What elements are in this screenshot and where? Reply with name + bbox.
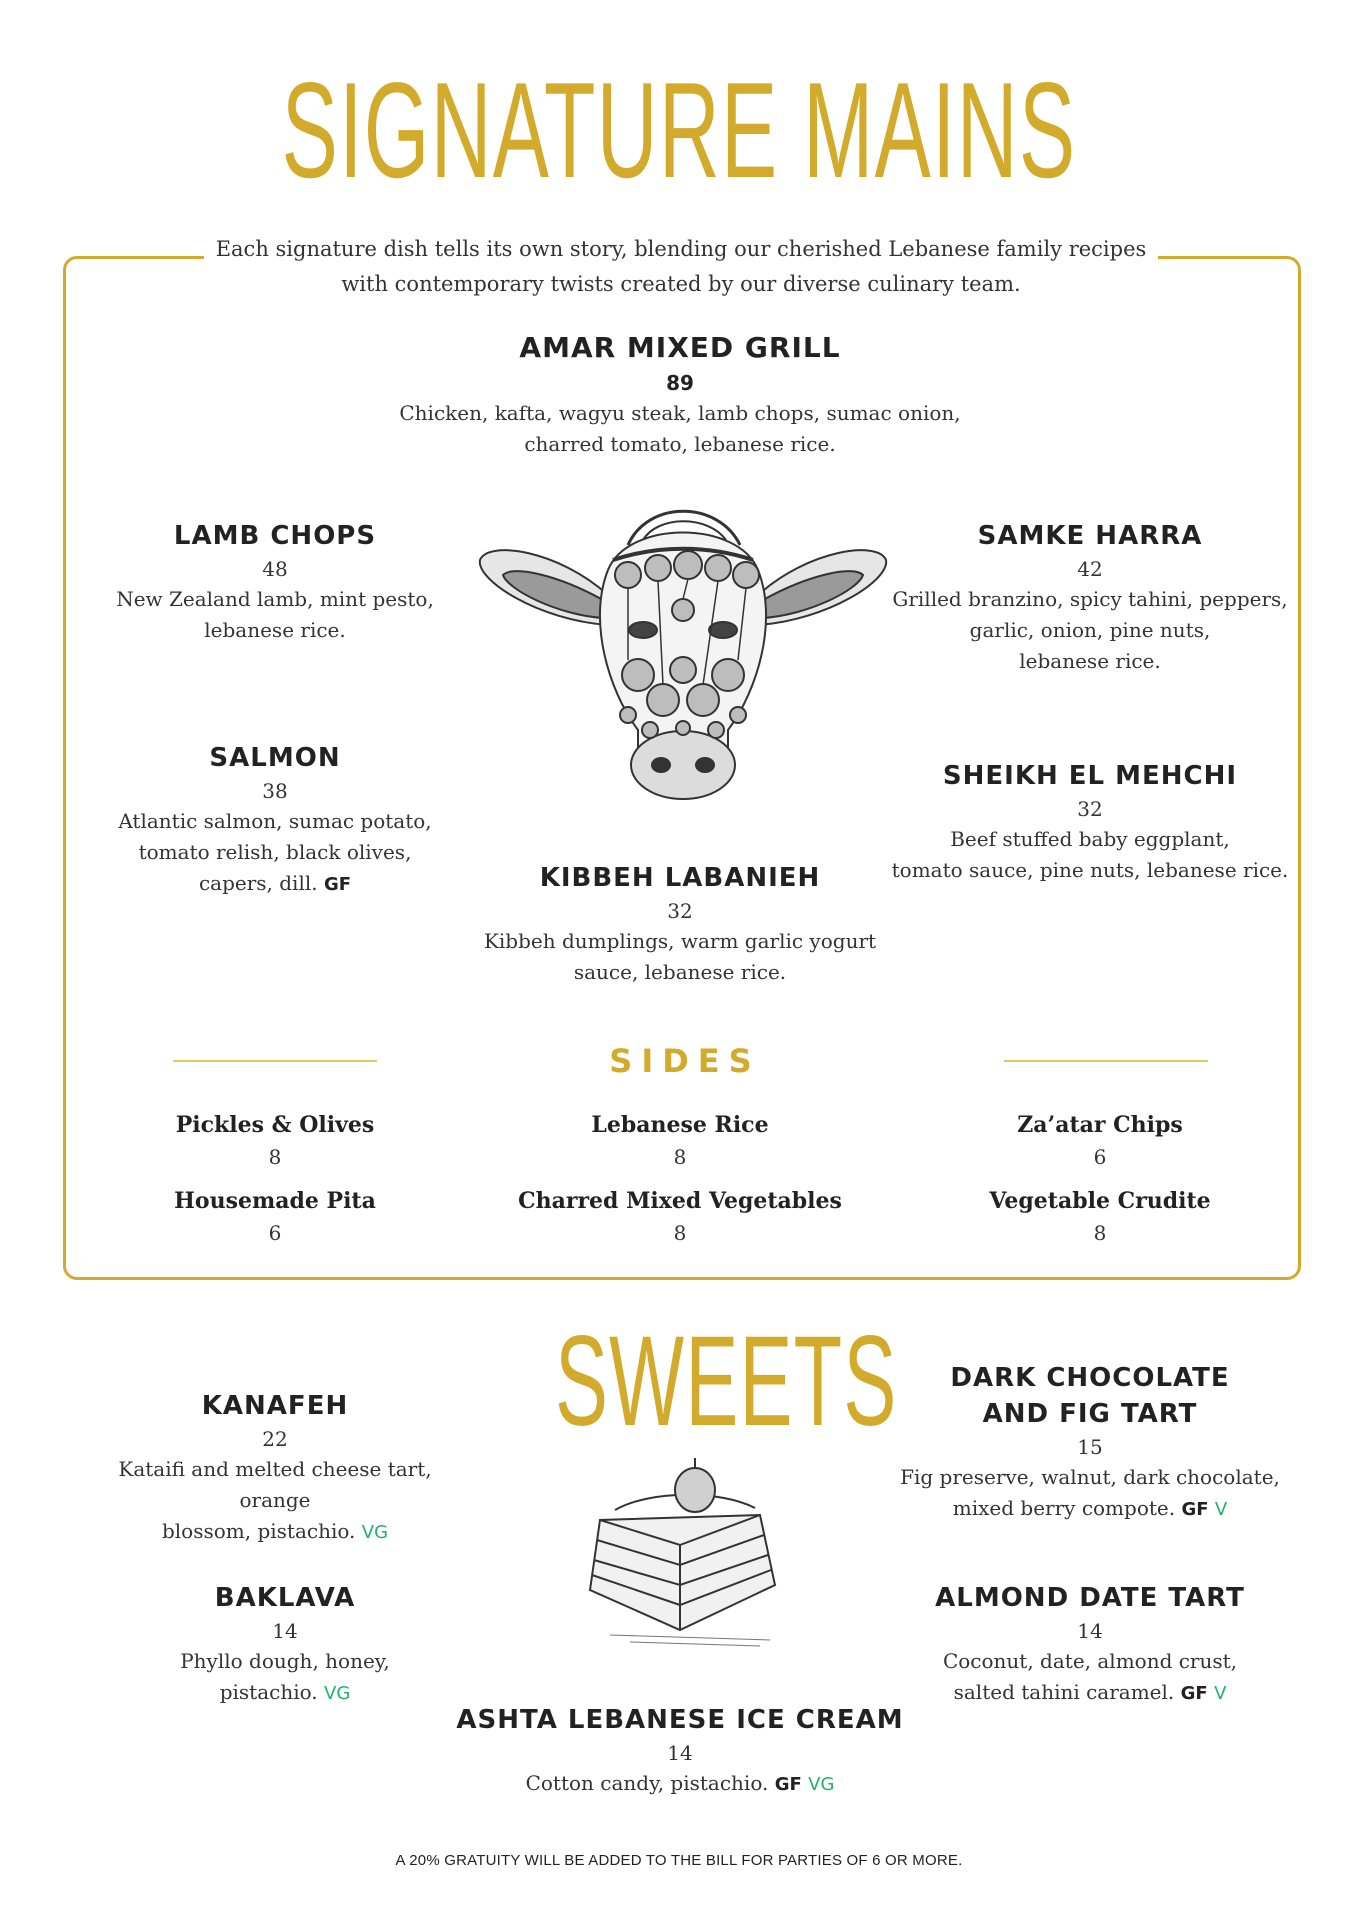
dish-desc: Coconut, date, almond crust, (942, 1649, 1238, 1673)
dish-desc (900, 1677, 1280, 1709)
baklava-illustration (570, 1450, 790, 1650)
side-item (500, 1108, 860, 1172)
dish-price: 22 (262, 1427, 288, 1451)
page-title: SIGNATURE MAINS (281, 54, 1077, 206)
side-price: 6 (268, 1221, 282, 1245)
dish-desc: New Zealand lamb, mint pesto, (116, 587, 434, 611)
dish-desc-text: capers, dill. (198, 871, 318, 895)
sides-title: SIDES (609, 1042, 761, 1080)
side-price: 8 (673, 1145, 687, 1169)
dish-name: KIBBEH LABANIEH (539, 863, 821, 893)
dish-price: 38 (262, 779, 288, 803)
dish-desc: lebanese rice. (204, 618, 346, 642)
dish-name: SALMON (209, 743, 341, 773)
gf-tag: GF (1180, 1683, 1208, 1704)
dish-desc: Beef stuffed baby eggplant, (950, 827, 1230, 851)
dish-lamb-chops (100, 518, 450, 646)
dish-price: 32 (1077, 797, 1103, 821)
vg-tag: VG (808, 1774, 835, 1795)
dish-desc (80, 1516, 470, 1548)
dish-salmon (100, 740, 450, 900)
dish-name: ASHTA LEBANESE ICE CREAM (456, 1705, 904, 1735)
side-name: Za’atar Chips (1017, 1112, 1183, 1138)
dish-desc: Grilled branzino, spicy tahini, peppers, (892, 587, 1288, 611)
dish-desc: tomato relish, black olives, (138, 840, 412, 864)
dish-desc: lebanese rice. (1019, 649, 1161, 673)
dessert-kanafeh (80, 1388, 470, 1548)
dish-price: 14 (272, 1619, 298, 1643)
vg-tag: VG (324, 1683, 351, 1704)
dish-desc (880, 1493, 1300, 1525)
side-name: Lebanese Rice (591, 1112, 769, 1138)
dish-name: DARK CHOCOLATE (950, 1363, 1230, 1393)
side-name: Housemade Pita (174, 1188, 376, 1214)
v-tag: V (1214, 1499, 1228, 1520)
dish-name: BAKLAVA (214, 1583, 356, 1613)
side-name: Vegetable Crudite (989, 1188, 1211, 1214)
dish-price: 14 (1077, 1619, 1103, 1643)
side-item (500, 1184, 860, 1248)
side-item (930, 1108, 1270, 1172)
dish-price: 89 (666, 371, 694, 395)
side-price: 8 (268, 1145, 282, 1169)
dish-price: 14 (667, 1741, 693, 1765)
dish-desc: Atlantic salmon, sumac potato, (118, 809, 432, 833)
dish-desc-text: Cotton candy, pistachio. (525, 1771, 769, 1795)
side-price: 8 (673, 1221, 687, 1245)
dish-desc: Chicken, kafta, wagyu steak, lamb chops, sumac onion, (399, 401, 961, 425)
gf-tag: GF (1181, 1499, 1209, 1520)
dish-price: 32 (667, 899, 693, 923)
dish-samke-harra (890, 518, 1290, 677)
dish-price: 15 (1077, 1435, 1103, 1459)
dish-desc: tomato sauce, pine nuts, lebanese rice. (891, 858, 1289, 882)
dish-desc: Fig preserve, walnut, dark chocolate, (900, 1465, 1280, 1489)
side-item (110, 1184, 440, 1248)
dish-name: KANAFEH (201, 1391, 349, 1421)
side-item (110, 1108, 440, 1172)
dish-desc-text: salted tahini caramel. (953, 1680, 1175, 1704)
dessert-almond-date-tart (900, 1580, 1280, 1709)
dish-kibbeh-labanieh (480, 860, 880, 988)
dish-desc: charred tomato, lebanese rice. (524, 432, 836, 456)
sides-rule-left (173, 1060, 377, 1062)
dish-name: AMAR MIXED GRILL (519, 331, 841, 364)
gratuity-note: A 20% GRATUITY WILL BE ADDED TO THE BILL FOR PARTIES OF 6 OR MORE. (395, 1852, 963, 1869)
dish-price: 48 (262, 557, 288, 581)
dish-name: AND FIG TART (982, 1399, 1198, 1429)
v-tag: V (1214, 1683, 1227, 1704)
dessert-baklava (110, 1580, 460, 1709)
dish-name: LAMB CHOPS (173, 521, 377, 551)
dish-desc (430, 1768, 930, 1800)
dish-price: 42 (1077, 557, 1103, 581)
sides-rule-right (1004, 1060, 1208, 1062)
dish-desc-text: blossom, pistachio. (161, 1519, 356, 1543)
dish-desc: Phyllo dough, honey, (180, 1649, 390, 1673)
gf-tag: GF (323, 874, 352, 895)
dish-desc (100, 868, 450, 900)
dish-name: SHEIKH EL MEHCHI (942, 761, 1238, 791)
gf-tag: GF (774, 1774, 802, 1795)
dish-amar-mixed-grill (380, 328, 980, 460)
intro-text (204, 232, 1158, 302)
dish-desc: sauce, lebanese rice. (573, 960, 787, 984)
side-item (930, 1184, 1270, 1248)
side-price: 6 (1093, 1145, 1107, 1169)
sweets-title: SWEETS (555, 1310, 898, 1453)
vg-tag: VG (361, 1522, 389, 1543)
dish-sheikh-el-mehchi (890, 758, 1290, 886)
dish-desc-text: mixed berry compote. (952, 1496, 1176, 1520)
dish-desc-text: pistachio. (219, 1680, 318, 1704)
dish-desc (110, 1677, 460, 1709)
side-name: Pickles & Olives (175, 1112, 375, 1138)
dish-name: ALMOND DATE TART (935, 1583, 1245, 1613)
intro-line-1: Each signature dish tells its own story, blending our cherished Lebanese family recipes (215, 237, 1147, 261)
side-price: 8 (1093, 1221, 1107, 1245)
dessert-ashta-ice-cream (430, 1702, 930, 1800)
dish-name: SAMKE HARRA (977, 521, 1203, 551)
intro-line-2: with contemporary twists created by our diverse culinary team. (341, 272, 1021, 296)
cow-illustration (478, 500, 888, 820)
dish-desc: garlic, onion, pine nuts, (969, 618, 1211, 642)
dessert-dark-chocolate-fig-tart (880, 1360, 1300, 1525)
dish-desc: Kataifi and melted cheese tart, orange (118, 1457, 432, 1512)
side-name: Charred Mixed Vegetables (518, 1188, 842, 1214)
dish-desc: Kibbeh dumplings, warm garlic yogurt (483, 929, 877, 953)
